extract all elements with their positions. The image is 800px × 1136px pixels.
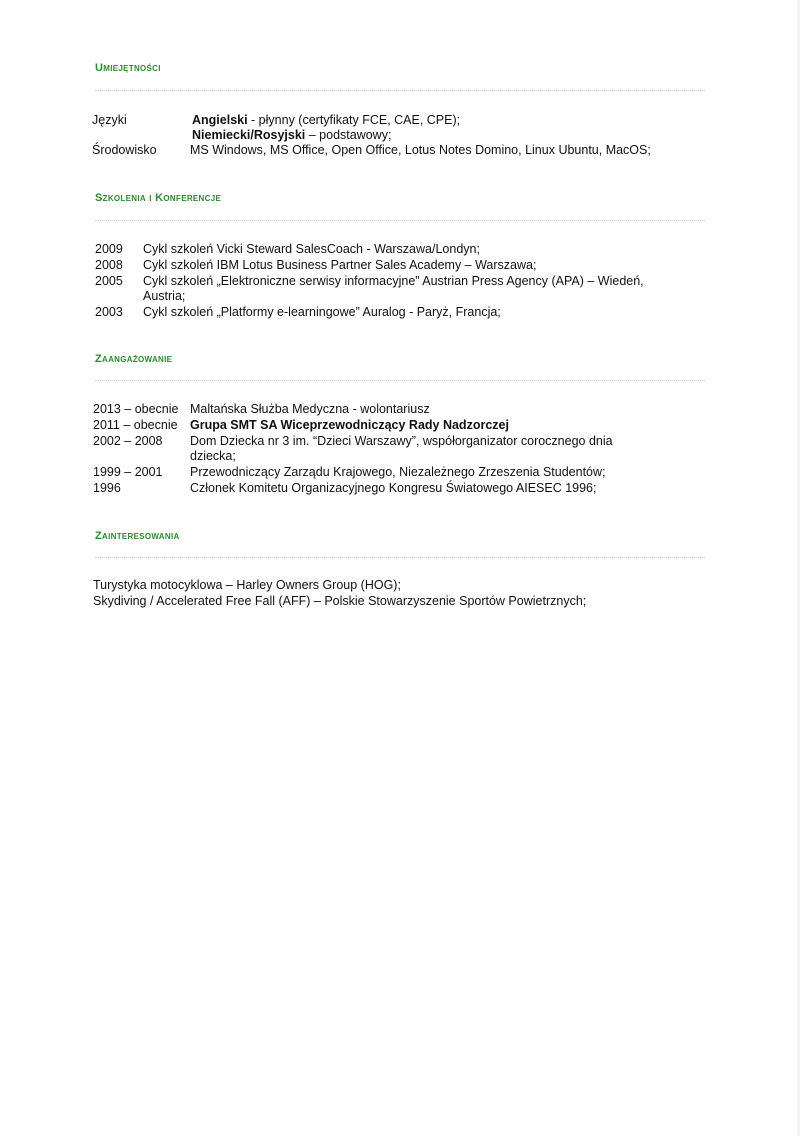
training-year: 2003 (95, 305, 123, 319)
language-1-level: - płynny (certyfikaty FCE, CAE, CPE); (247, 113, 461, 127)
training-item-continuation: Austria; (143, 289, 186, 303)
training-item: Cykl szkoleń „Platformy e-learningowe” Auralog - Paryż, Francja; (143, 305, 501, 319)
environment-label: Środowisko (92, 143, 157, 157)
section-divider (95, 220, 705, 221)
engagement-period: 1999 – 2001 (93, 465, 163, 479)
section-divider (95, 90, 705, 91)
language-1 (192, 113, 460, 128)
training-title-text: Szkolenia i Konferencje (95, 192, 222, 204)
engagement-item: Grupa SMT SA Wiceprzewodniczący Rady Nadzorczej (190, 418, 509, 432)
language-2-name: Niemiecki/Rosyjski (192, 128, 306, 142)
engagement-period: 2002 – 2008 (93, 434, 163, 448)
section-title-training (95, 192, 221, 204)
section-divider (95, 557, 705, 558)
section-title-skills (95, 62, 161, 74)
engagement-item: Dom Dziecka nr 3 im. “Dzieci Warszawy”, współorganizator corocznego dnia (190, 434, 613, 448)
language-1-name: Angielski (192, 113, 248, 127)
language-2-level: – podstawowy; (305, 128, 392, 142)
engagement-period: 2011 – obecnie (93, 418, 178, 432)
interest-item: Turystyka motocyklowa – Harley Owners Group (HOG); (93, 578, 401, 592)
engagement-item: Maltańska Służba Medyczna - wolontariusz (190, 402, 430, 416)
training-item: Cykl szkoleń IBM Lotus Business Partner Sales Academy – Warszawa; (143, 258, 537, 272)
engagement-item: Przewodniczący Zarządu Krajowego, Niezależnego Zrzeszenia Studentów; (190, 465, 606, 479)
environment-value: MS Windows, MS Office, Open Office, Lotus Notes Domino, Linux Ubuntu, MacOS; (190, 143, 651, 157)
skills-title-text: Umiejętności (95, 62, 161, 74)
training-year: 2009 (95, 242, 123, 256)
engagement-item: Członek Komitetu Organizacyjnego Kongresu Światowego AIESEC 1996; (190, 481, 597, 495)
languages-label: Języki (92, 113, 127, 127)
engagement-title-text: Zaangażowanie (95, 353, 173, 365)
section-divider (95, 380, 705, 381)
training-year: 2008 (95, 258, 123, 272)
interest-item: Skydiving / Accelerated Free Fall (AFF) – Polskie Stowarzyszenie Sportów Powietrznych; (93, 594, 587, 608)
section-title-interests (95, 530, 180, 542)
engagement-period: 2013 – obecnie (93, 402, 179, 416)
training-year: 2005 (95, 274, 123, 288)
training-item: Cykl szkoleń „Elektroniczne serwisy informacyjne” Austrian Press Agency (APA) – Wiedeń, (143, 274, 644, 288)
section-title-engagement (95, 353, 172, 365)
training-item: Cykl szkoleń Vicki Steward SalesCoach - Warszawa/Londyn; (143, 242, 480, 256)
interests-title-text: Zainteresowania (95, 530, 180, 542)
engagement-period: 1996 (93, 481, 121, 495)
language-2 (192, 128, 391, 143)
engagement-item-continuation: dziecka; (190, 449, 236, 463)
